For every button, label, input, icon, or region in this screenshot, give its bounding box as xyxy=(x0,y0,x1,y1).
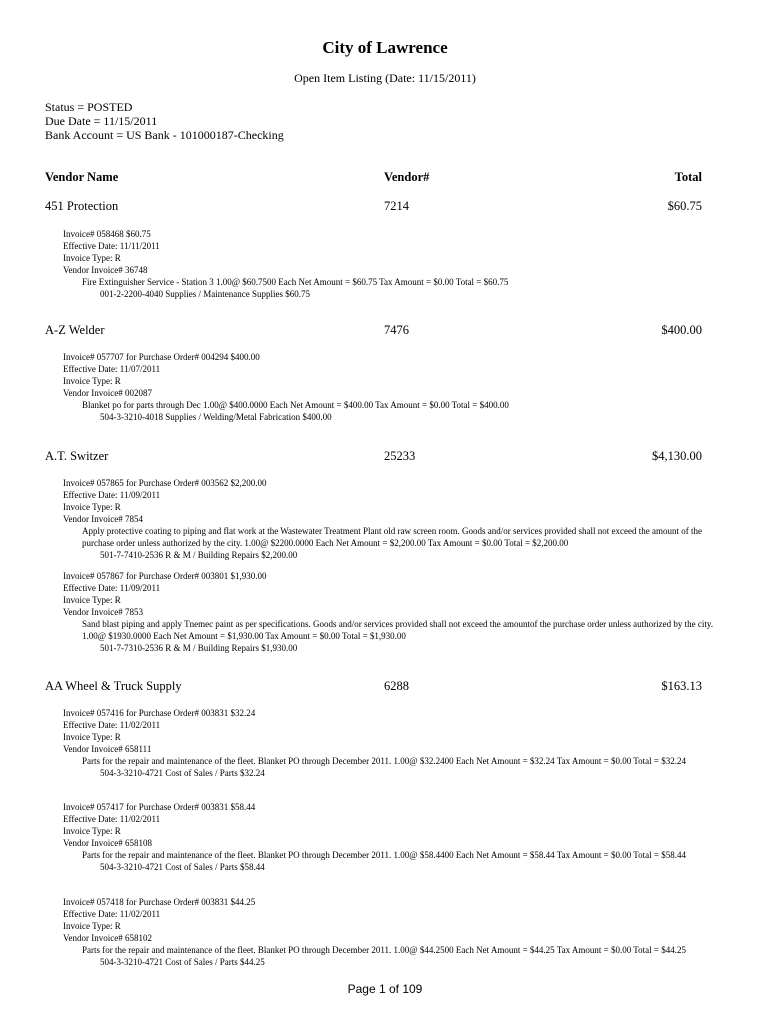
invoice-type: Invoice Type: R xyxy=(63,376,121,386)
vendor-name: 451 Protection xyxy=(45,199,119,213)
effective-date: Effective Date: 11/07/2011 xyxy=(63,364,161,374)
account-line: 504-3-3210-4721 Cost of Sales / Parts $58.44 xyxy=(100,862,265,872)
vendor-name: A-Z Welder xyxy=(45,323,105,337)
account-line: 001-2-2200-4040 Supplies / Maintenance Supplies $60.75 xyxy=(100,289,310,299)
vendor-number: 25233 xyxy=(384,449,416,463)
account-line: 504-3-3210-4721 Cost of Sales / Parts $44.25 xyxy=(100,957,265,967)
invoice-description: Parts for the repair and maintenance of the fleet. Blanket PO through December 2011. 1.00@ $58.4400 Each Net Amount = $58.44 Tax Amount = $0.00 Total = $58.44 xyxy=(82,850,686,860)
invoice-block xyxy=(63,228,728,300)
report-criteria xyxy=(45,100,284,142)
effective-date: Effective Date: 11/02/2011 xyxy=(63,814,161,824)
invoice-block xyxy=(63,801,728,873)
vendor-number-header: Vendor# xyxy=(384,170,430,184)
invoice-type: Invoice Type: R xyxy=(63,253,121,263)
invoice-type: Invoice Type: R xyxy=(63,826,121,836)
vendor-number: 7214 xyxy=(384,199,409,213)
effective-date: Effective Date: 11/09/2011 xyxy=(63,490,161,500)
effective-date: Effective Date: 11/11/2011 xyxy=(63,241,160,251)
vendor-name: AA Wheel & Truck Supply xyxy=(45,679,182,693)
status-filter: Status = POSTED xyxy=(45,100,133,114)
invoice-description: Sand blast piping and apply Tnemec paint as per specifications. Goods and/or services provided shall not exceed the amountof the purchase order unless authorized by the city. 1.00@ $1930.0000 Each Net Amount = $1,930.00 Tax Amount = $0.00 Total = $1,930.00 xyxy=(82,619,714,641)
vendor-invoice: Vendor Invoice# 658102 xyxy=(63,933,152,943)
vendor-name: A.T. Switzer xyxy=(45,449,109,463)
invoice-description: Parts for the repair and maintenance of the fleet. Blanket PO through December 2011. 1.00@ $44.2500 Each Net Amount = $44.25 Tax Amount = $0.00 Total = $44.25 xyxy=(82,945,686,955)
account-line: 501-7-7410-2536 R & M / Building Repairs $2,200.00 xyxy=(100,550,298,560)
report-subtitle: Open Item Listing (Date: 11/15/2011) xyxy=(294,71,476,85)
invoice-description: Blanket po for parts through Dec 1.00@ $400.0000 Each Net Amount = $400.00 Tax Amount = $0.00 Total = $400.00 xyxy=(82,400,509,410)
account-line: 504-3-3210-4721 Cost of Sales / Parts $32.24 xyxy=(100,768,265,778)
invoice-description: Fire Extinguisher Service - Station 3 1.00@ $60.7500 Each Net Amount = $60.75 Tax Amount = $0.00 Total = $60.75 xyxy=(82,277,509,287)
invoice-line: Invoice# 057418 for Purchase Order# 003831 $44.25 xyxy=(63,897,256,907)
account-line: 504-3-3210-4018 Supplies / Welding/Metal Fabrication $400.00 xyxy=(100,412,332,422)
report-title: City of Lawrence xyxy=(322,38,448,57)
due-date-filter: Due Date = 11/15/2011 xyxy=(45,114,158,128)
page-number: Page 1 of 109 xyxy=(347,982,423,996)
invoice-block xyxy=(63,351,728,423)
vendor-invoice: Vendor Invoice# 658108 xyxy=(63,838,152,848)
invoice-block xyxy=(63,707,728,779)
invoice-type: Invoice Type: R xyxy=(63,732,121,742)
invoice-line: Invoice# 057416 for Purchase Order# 003831 $32.24 xyxy=(63,708,256,718)
invoice-line: Invoice# 058468 $60.75 xyxy=(63,229,151,239)
vendor-invoice: Vendor Invoice# 7853 xyxy=(63,607,143,617)
vendor-total: $4,130.00 xyxy=(652,449,702,463)
invoice-line: Invoice# 057707 for Purchase Order# 004294 $400.00 xyxy=(63,352,260,362)
invoice-type: Invoice Type: R xyxy=(63,921,121,931)
invoice-block xyxy=(63,570,728,654)
invoice-line: Invoice# 057867 for Purchase Order# 003801 $1,930.00 xyxy=(63,571,267,581)
vendor-total: $60.75 xyxy=(667,199,702,213)
invoice-type: Invoice Type: R xyxy=(63,595,121,605)
vendor-invoice: Vendor Invoice# 658111 xyxy=(63,744,152,754)
vendor-invoice: Vendor Invoice# 7854 xyxy=(63,514,143,524)
effective-date: Effective Date: 11/02/2011 xyxy=(63,909,161,919)
invoice-description: Parts for the repair and maintenance of the fleet. Blanket PO through December 2011. 1.00@ $32.2400 Each Net Amount = $32.24 Tax Amount = $0.00 Total = $32.24 xyxy=(82,756,686,766)
total-header: Total xyxy=(674,170,702,184)
invoice-type: Invoice Type: R xyxy=(63,502,121,512)
effective-date: Effective Date: 11/09/2011 xyxy=(63,583,161,593)
vendor-total: $163.13 xyxy=(661,679,702,693)
vendor-invoice: Vendor Invoice# 36748 xyxy=(63,265,148,275)
account-line: 501-7-7310-2536 R & M / Building Repairs $1,930.00 xyxy=(100,643,298,653)
bank-account-filter: Bank Account = US Bank - 101000187-Checking xyxy=(45,128,284,142)
vendor-number: 6288 xyxy=(384,679,409,693)
vendor-name-header: Vendor Name xyxy=(45,170,119,184)
vendor-number: 7476 xyxy=(384,323,409,337)
invoice-description: Apply protective coating to piping and flat work at the Wastewater Treatment Plant old raw screen room. Goods and/or services provided shall not exceed the amount of the purchase order unless authorized by the city. 1.00@ $2200.0000 Each Net Amount = $2,200.00 Tax Amount = $0.00 Total = $2,200.00 xyxy=(82,526,702,548)
vendor-invoice: Vendor Invoice# 002087 xyxy=(63,388,152,398)
invoice-line: Invoice# 057417 for Purchase Order# 003831 $58.44 xyxy=(63,802,256,812)
invoice-block xyxy=(63,896,728,968)
invoice-block xyxy=(63,477,728,561)
invoice-line: Invoice# 057865 for Purchase Order# 003562 $2,200.00 xyxy=(63,478,267,488)
vendor-total: $400.00 xyxy=(661,323,702,337)
effective-date: Effective Date: 11/02/2011 xyxy=(63,720,161,730)
